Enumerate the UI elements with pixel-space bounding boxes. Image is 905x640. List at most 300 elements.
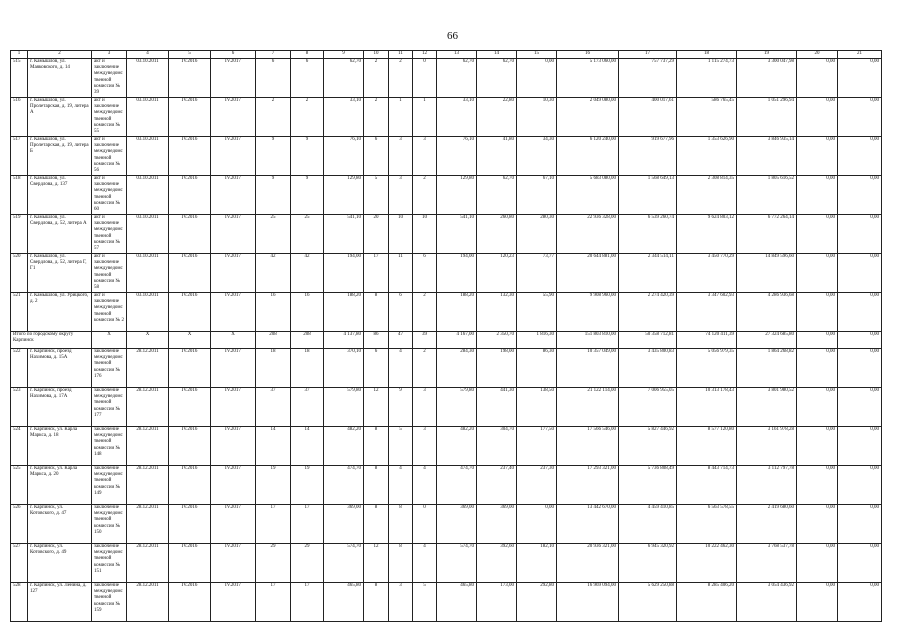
table-cell: акт и заключение междуведомственной комиссии № 2 [92,293,127,332]
table-cell: 757 737,29 [619,59,677,98]
table-cell: акт и заключение междуведомственной комиссии № 57 [92,215,127,254]
table-cell: 8 [389,544,413,583]
table-cell: заключение междуведомственной комиссии № 149 [92,466,127,505]
table-row [11,215,882,254]
table-cell: 3 161 978,28 [737,427,797,466]
table-cell: 574,70 [324,544,364,583]
table-cell: IV.2017 [211,293,256,332]
table-cell: 524 [11,427,28,466]
table-cell: IV.2017 [211,466,256,505]
table-cell: 0,00 [797,505,838,544]
total-cell: 151 803 810,00 [557,332,619,349]
table-cell: 12 [364,544,389,583]
table-cell: 0,00 [838,583,882,622]
table-cell: IV.2017 [211,176,256,215]
table-cell: 0,00 [797,137,838,176]
table-cell: 22,80 [477,98,517,137]
table-cell: 2 [413,293,437,332]
table-cell: 34,30 [517,137,557,176]
table-cell: 2 [291,98,324,137]
table-cell: 919 677,96 [619,137,677,176]
table-cell: 4 286 936,68 [737,293,797,332]
table-cell: 3 112 797,78 [737,466,797,505]
table-cell: 129,80 [437,176,477,215]
table-cell: 4 [389,349,413,388]
table-cell: 1 [413,98,437,137]
table-cell: IV.2016 [169,98,211,137]
table-cell: 0 [413,505,437,544]
table-cell: 260,80 [477,215,517,254]
table-cell: 2 274 420,39 [619,293,677,332]
table-cell: IV.2016 [169,466,211,505]
table-cell: IV.2016 [169,349,211,388]
table-cell: 37 [291,388,324,427]
table-cell: 03.10.2011 [127,59,169,98]
page-number: 66 [447,30,458,42]
table-row [11,293,882,332]
table-cell: 482,20 [324,427,364,466]
table-cell: 20 [364,215,389,254]
table-cell: 2 308 814,35 [677,176,737,215]
table-cell: 33,10 [324,98,364,137]
table-cell: 3 [389,176,413,215]
table-cell: 16 969 094,00 [557,583,619,622]
table-cell: 28.12.2011 [127,544,169,583]
table-cell: 14 [256,427,291,466]
table-row [11,59,882,98]
table-cell: IV.2017 [211,98,256,137]
column-number-cell: 17 [619,51,677,59]
table-cell: 138,50 [517,388,557,427]
table-cell: 8 [364,427,389,466]
table-cell: 0,00 [838,254,882,293]
total-cell: 4 137,80 [324,332,364,349]
table-cell: 5 827 446,92 [619,427,677,466]
table-cell: 0,00 [797,583,838,622]
table-cell: 0,00 [797,427,838,466]
table-cell: 25 [256,215,291,254]
table-cell: 0,00 [838,349,882,388]
table-cell: 9 [389,388,413,427]
table-cell: IV.2017 [211,505,256,544]
table-cell: 10 357 049,00 [557,349,619,388]
table-cell: 3 [413,388,437,427]
table-cell: 0,00 [838,388,882,427]
table-cell: 474,70 [324,466,364,505]
table-cell: 55,90 [517,293,557,332]
table-cell: 03.10.2011 [127,176,169,215]
table-cell: акт и заключение междуведомственной комиссии № 55 [92,98,127,137]
table-cell: 0,00 [797,98,838,137]
total-cell: 39 [413,332,437,349]
table-cell: IV.2017 [211,388,256,427]
table-cell: 522 [11,349,28,388]
table-cell: 521 [11,293,28,332]
table-cell: заключение междуведомственной комиссии № 176 [92,349,127,388]
table-cell: 8 [364,583,389,622]
table-cell: 369,00 [324,505,364,544]
table-cell: 16 [256,293,291,332]
table-cell: 03.10.2011 [127,98,169,137]
total-cell: 208 [291,332,324,349]
table-cell: 2 [364,98,389,137]
table-cell: IV.2016 [169,215,211,254]
table-cell: IV.2017 [211,583,256,622]
column-number-cell: 18 [677,51,737,59]
table-cell: 18 [256,349,291,388]
table-cell: акт и заключение междуведомственной комиссии № 58 [92,254,127,293]
table-cell: 280,30 [517,215,557,254]
table-cell: 515 [11,59,28,98]
table-cell: 41,80 [477,137,517,176]
table-cell: 62,70 [437,59,477,98]
table-cell: 11 [389,254,413,293]
table-cell: 465,80 [324,583,364,622]
table-cell: 541,10 [324,215,364,254]
table-row [11,176,882,215]
table-cell: 0,00 [797,349,838,388]
table-cell: 0,00 [838,98,882,137]
housing-program-table [10,50,882,622]
table-cell: IV.2016 [169,176,211,215]
table-cell: 0,00 [517,505,557,544]
column-number-cell: 8 [291,51,324,59]
table-cell: 03.10.2011 [127,254,169,293]
table-cell: 0,00 [838,427,882,466]
table-cell: 182,10 [517,544,557,583]
table-cell: 527 [11,544,28,583]
table-cell: 86,30 [517,349,557,388]
total-cell: 74 120 411,39 [677,332,737,349]
table-cell: 520 [11,254,28,293]
table-cell: 67,10 [517,176,557,215]
table-cell: 1 864 268,82 [737,349,797,388]
total-cell: X [211,332,256,349]
table-cell: 0,00 [797,544,838,583]
table-row [11,388,882,427]
table-cell: 5 629 250,88 [619,583,677,622]
table-cell: 2 [256,98,291,137]
table-cell: IV.2016 [169,59,211,98]
table-cell: 28.12.2011 [127,349,169,388]
table-cell: 28.12.2011 [127,505,169,544]
table-cell: г. Камышлов, ул. Свердлова, д. 52, литера А [28,215,92,254]
table-cell: 519 [11,215,28,254]
table-cell: IV.2017 [211,349,256,388]
table-cell: 525 [11,466,28,505]
table-cell: г. Камышлов, ул. Маяковского, д. 14 [28,59,92,98]
table-cell: 1 805 616,52 [737,176,797,215]
table-cell: IV.2016 [169,388,211,427]
table-cell: IV.2016 [169,137,211,176]
table-cell: 292,80 [517,583,557,622]
table-cell: 10 [389,215,413,254]
total-row [11,332,882,349]
table-cell: 16 [291,293,324,332]
table-cell: г. Камышлов, ул. Урицкого, д. 2 [28,293,92,332]
table-cell: 17 293 321,00 [557,466,619,505]
table-cell: 73,77 [517,254,557,293]
table-cell: 1 051 296,94 [737,98,797,137]
table-cell: г. Камышлов, ул. Свердлова, д. 52, литера Г, Г1 [28,254,92,293]
table-cell: 1 [389,98,413,137]
table-cell: 4 [389,466,413,505]
table-cell: 0,00 [838,466,882,505]
table-cell: 3 [389,583,413,622]
table-cell: 6 945 320,92 [619,544,677,583]
column-number-cell: 5 [169,51,211,59]
column-number-cell: 14 [477,51,517,59]
column-number-row [11,51,882,59]
table-cell: 22 936 328,00 [557,215,619,254]
table-cell: 25 [291,215,324,254]
table-cell: 28.12.2011 [127,427,169,466]
table-cell: г. Карпинск, ул. Карла Маркса, д. 18 [28,427,92,466]
table-cell: 194,00 [324,254,364,293]
table-cell: 3 435 800,83 [619,349,677,388]
table-cell: 188,20 [437,293,477,332]
table-cell: 37 [256,388,291,427]
table-cell: 12 [364,388,389,427]
table-cell: 0,00 [797,293,838,332]
table-cell: 21 122 114,00 [557,388,619,427]
table-cell: 8 [364,505,389,544]
table-cell: 3 846 935,14 [737,137,797,176]
table-cell: 518 [11,176,28,215]
table-cell: г. Камышлов, ул. Свердлова, д. 137 [28,176,92,215]
table-cell: 9 [291,176,324,215]
table-cell: 17 [364,254,389,293]
table-cell: 6 [413,254,437,293]
column-number-cell: 13 [437,51,477,59]
table-cell: 76,10 [437,137,477,176]
table-cell: 1 353 626,90 [677,137,737,176]
total-cell: 0,00 [797,332,838,349]
table-cell: 4 459 410,85 [619,505,677,544]
table-cell: 198,00 [477,349,517,388]
table-cell: 177,50 [517,427,557,466]
table-cell: заключение междуведомственной комиссии № 151 [92,544,127,583]
table-cell: заключение междуведомственной комиссии № 159 [92,583,127,622]
table-row [11,427,882,466]
table-cell: 579,80 [324,388,364,427]
table-cell: 400 017,61 [619,98,677,137]
table-cell: 19 [256,466,291,505]
table-cell: 2 [413,176,437,215]
table-cell: 03.10.2011 [127,215,169,254]
table-cell: 579,80 [437,388,477,427]
table-cell: 9 [291,137,324,176]
table-row [11,137,882,176]
table-cell: 2 049 080,00 [557,98,619,137]
table-cell: 8 [364,466,389,505]
column-number-cell: 12 [413,51,437,59]
table-cell: 6 539 260,74 [619,215,677,254]
table-cell: 4 [413,544,437,583]
column-number-cell: 21 [838,51,882,59]
column-number-cell: 7 [256,51,291,59]
table-cell: 392,60 [477,544,517,583]
table-cell: 3 347 602,93 [677,293,737,332]
total-label: Итого по городскому округу Карпинск [11,332,92,349]
table-cell: 3 801 980,52 [737,388,797,427]
table-cell: 0,00 [797,215,838,254]
total-cell: X [169,332,211,349]
table-cell: 5 [364,176,389,215]
table-cell: 19 [291,466,324,505]
table-cell: 20 644 881,00 [557,254,619,293]
table-cell: акт и заключение междуведомственной комиссии № 60 [92,176,127,215]
table-cell: IV.2016 [169,505,211,544]
table-cell: 3 054 436,92 [737,583,797,622]
table-cell: 1 568 649,13 [619,176,677,215]
table-cell: 5 683 080,00 [557,176,619,215]
table-cell: 2 344 514,11 [619,254,677,293]
table-cell: 03.10.2011 [127,137,169,176]
table-cell: 13 442 670,00 [557,505,619,544]
table-cell: заключение междуведомственной комиссии № 177 [92,388,127,427]
table-body [11,51,882,622]
total-cell: 47 [389,332,413,349]
total-cell: 4 167,00 [437,332,477,349]
table-cell: 369,00 [477,505,517,544]
table-cell: IV.2016 [169,583,211,622]
table-cell: акт и заключение междуведомственной комиссии № 56 [92,137,127,176]
table-row [11,583,882,622]
table-cell: 3 300 047,98 [737,59,797,98]
table-cell: 465,80 [437,583,477,622]
table-cell: 0,00 [797,176,838,215]
total-cell: 1 816,30 [517,332,557,349]
column-number-cell: 10 [364,51,389,59]
table-row [11,544,882,583]
table-cell: 586 765,45 [677,98,737,137]
table-cell: 441,30 [477,388,517,427]
table-cell: 5 [389,427,413,466]
table-cell: акт и заключение междуведомственной комиссии № 39 [92,59,127,98]
table-cell: 0,00 [838,59,882,98]
total-cell: 2 350,70 [477,332,517,349]
table-cell: 28.12.2011 [127,388,169,427]
table-cell: г. Карпинск, проезд Нахимова, д. 17А [28,388,92,427]
table-cell: заключение междуведомственной комиссии № 148 [92,427,127,466]
table-cell: 10 313 178,43 [677,388,737,427]
table-cell: г. Карпинск, ул. Котовского, д. 49 [28,544,92,583]
table-cell: 528 [11,583,28,622]
table-cell: 370,10 [324,349,364,388]
table-cell: 10 [413,215,437,254]
table-cell: г. Камышлов, ул. Пролетарская, д. 19, литера Б [28,137,92,176]
table-cell: 6 563 578,55 [677,505,737,544]
table-cell: г. Карпинск, ул. Ленина, д. 127 [28,583,92,622]
table-cell: 7 006 955,05 [619,388,677,427]
table-cell: 2 [413,349,437,388]
table-cell: 526 [11,505,28,544]
table-cell: 5 056 979,35 [677,349,737,388]
table-cell: 474,70 [437,466,477,505]
table-cell: 29 [291,544,324,583]
table-cell: 28.12.2011 [127,466,169,505]
table-cell: IV.2017 [211,544,256,583]
table-row [11,505,882,544]
table-cell: 6 [291,59,324,98]
table-cell: IV.2016 [169,293,211,332]
table-cell: 517 [11,137,28,176]
column-number-cell: 4 [127,51,169,59]
column-number-cell: 19 [737,51,797,59]
table-cell: IV.2017 [211,215,256,254]
table-cell: 3 450 770,29 [677,254,737,293]
total-cell: X [92,332,127,349]
column-number-cell: 9 [324,51,364,59]
table-cell: заключение междуведомственной комиссии № 150 [92,505,127,544]
table-cell: 17 [256,505,291,544]
table-cell: 17 [291,583,324,622]
table-cell: 03.10.2011 [127,293,169,332]
table-cell: 62,70 [477,176,517,215]
column-number-cell: 1 [11,51,28,59]
table-cell: 8 443 714,73 [677,466,737,505]
column-number-cell: 16 [557,51,619,59]
column-number-cell: 11 [389,51,413,59]
table-cell: 29 [256,544,291,583]
table-cell: 8 [389,505,413,544]
column-number-cell: 6 [211,51,256,59]
table-cell: 173,00 [477,583,517,622]
table-cell: 120,23 [477,254,517,293]
table-cell: 10 222 462,30 [677,544,737,583]
table-cell: 8 577 120,80 [677,427,737,466]
table-cell: IV.2017 [211,59,256,98]
table-cell: 237,40 [477,466,517,505]
table-cell: 132,30 [477,293,517,332]
table-cell: г. Карпинск, проезд Нахимова, д. 15А [28,349,92,388]
table-cell: 6 [364,137,389,176]
table-cell: 0,00 [797,388,838,427]
table-cell: 3 [413,427,437,466]
housing-program-table-frame [10,50,881,622]
table-cell: 2 [389,59,413,98]
table-cell: 574,70 [437,544,477,583]
table-cell: 482,20 [437,427,477,466]
table-cell: 42 [256,254,291,293]
table-cell: 20 936 321,00 [557,544,619,583]
table-cell: 62,70 [477,59,517,98]
table-cell: 0,00 [838,176,882,215]
table-cell: 4 [413,466,437,505]
table-cell: 8 [364,293,389,332]
table-cell: IV.2016 [169,254,211,293]
table-cell: 42 [291,254,324,293]
table-cell: 523 [11,388,28,427]
table-cell: 9 624 803,12 [677,215,737,254]
table-cell: 17 566 546,00 [557,427,619,466]
table-cell: 17 [256,583,291,622]
table-cell: 9 908 960,00 [557,293,619,332]
table-cell: IV.2017 [211,254,256,293]
table-cell: 3 768 537,78 [737,544,797,583]
table-cell: 2 419 680,60 [737,505,797,544]
table-cell: 6 [256,59,291,98]
table-cell: 9 [256,137,291,176]
table-cell: 0,00 [838,544,882,583]
total-cell: 50 358 712,81 [619,332,677,349]
table-cell: 14 [291,427,324,466]
column-number-cell: 3 [92,51,127,59]
table-cell: IV.2017 [211,137,256,176]
table-cell: 284,30 [437,349,477,388]
table-row [11,466,882,505]
